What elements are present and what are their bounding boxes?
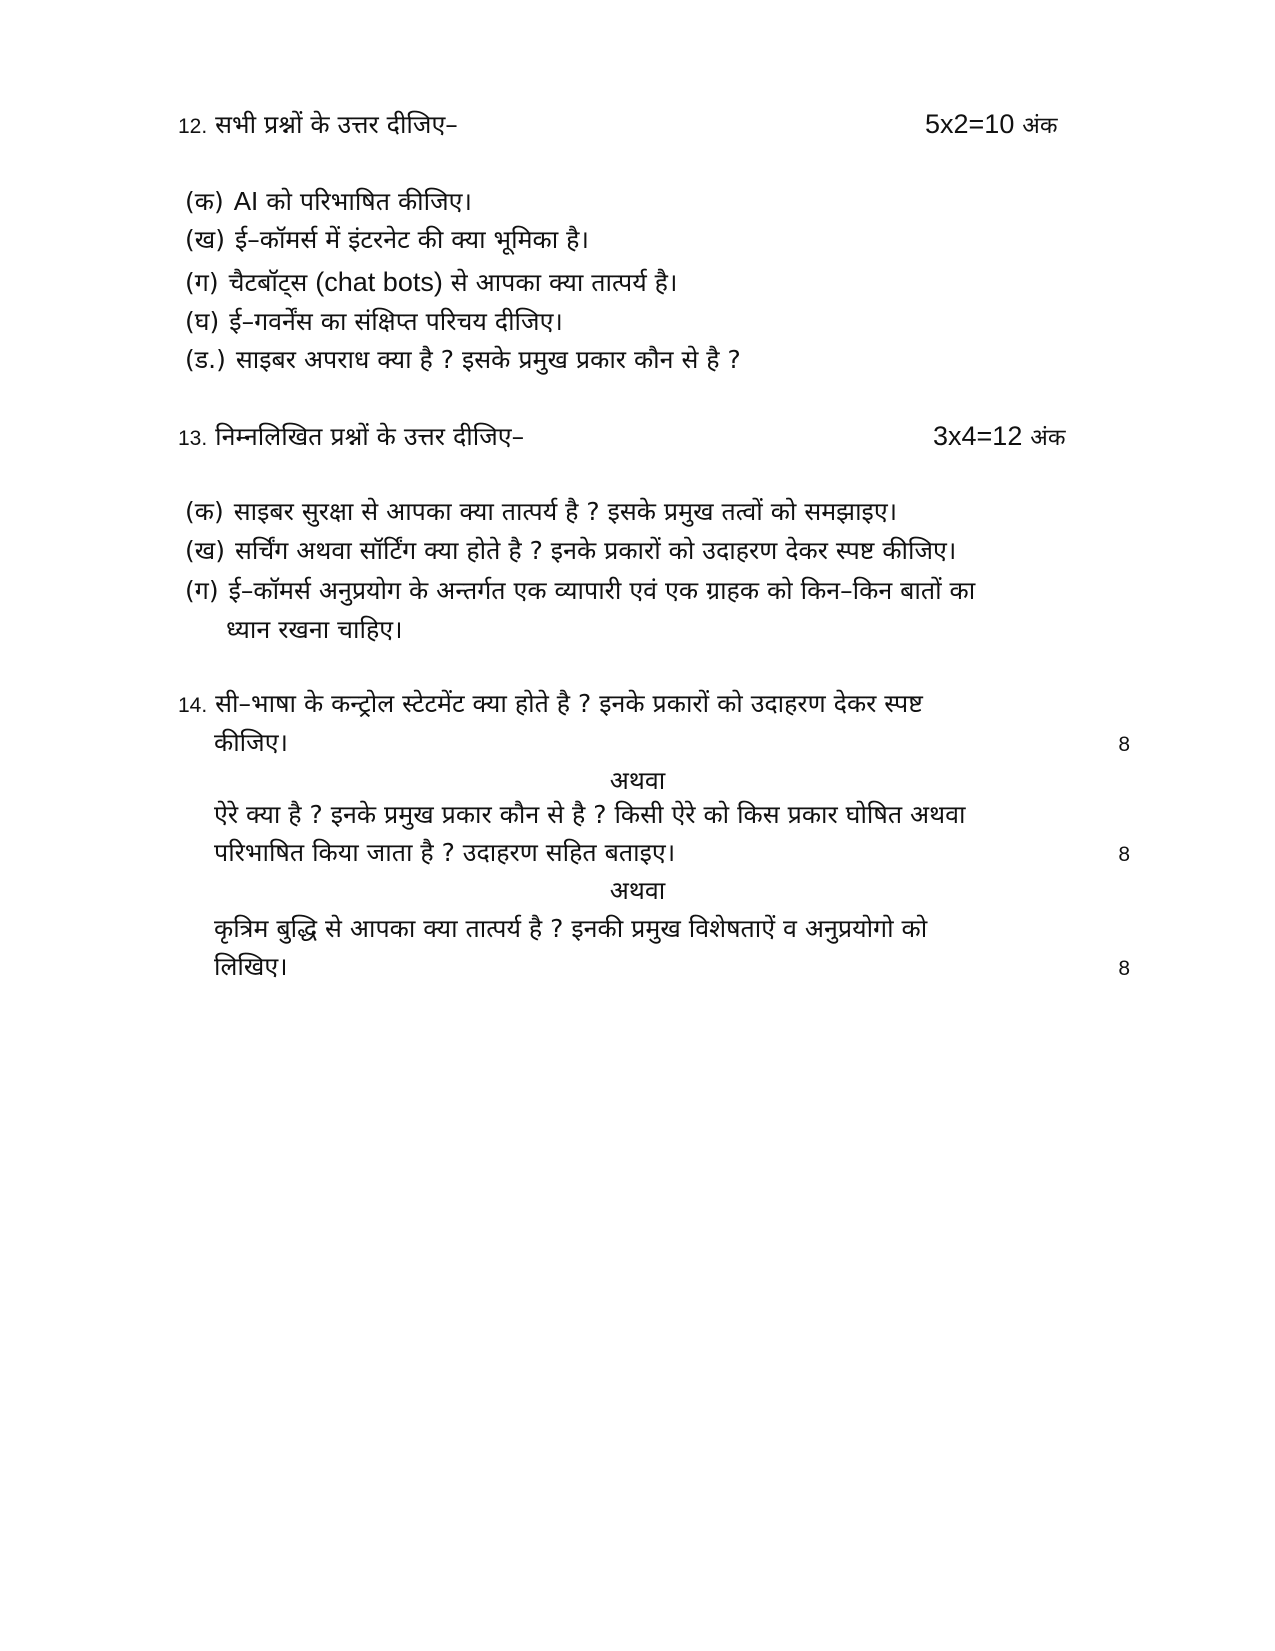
item-text: चैटबॉट्स	[228, 268, 316, 297]
q14-part2-line2: परिभाषित किया जाता है ? उदाहरण सहित बताइए।	[214, 838, 676, 867]
item-text: ई–कॉमर्स में इंटरनेट की क्या भूमिका है।	[234, 225, 589, 254]
q13-heading	[178, 421, 524, 455]
q14-part2-marks: 8	[1118, 843, 1130, 866]
item-text: सर्चिंग अथवा सॉर्टिंग क्या होते है ? इनके प्रकारों को उदाहरण देकर स्पष्ट कीजिए।	[234, 536, 957, 565]
q14-part1-line2: कीजिए।	[214, 728, 289, 757]
item-text: साइबर अपराध क्या है ? इसके प्रमुख प्रकार कौन से है ?	[235, 345, 741, 374]
q14-part1-line1: सी–भाषा के कन्ट्रोल स्टेटमेंट क्या होते है ? इनके प्रकारों को उदाहरण देकर स्पष्ट	[215, 689, 923, 718]
item-label: (क)	[185, 497, 224, 526]
q12-item-b	[185, 224, 589, 256]
item-text-post: से आपका क्या तात्पर्य है।	[442, 268, 678, 297]
q14-number: 14.	[178, 694, 208, 717]
q13-marks-unit: अंक	[1030, 425, 1066, 451]
q13-item-a	[185, 496, 897, 528]
q14-part2-line1: ऐरे क्या है ? इनके प्रमुख प्रकार कौन से है ? किसी ऐरे को किस प्रकार घोषित अथवा	[214, 800, 966, 829]
item-label: (घ)	[185, 307, 220, 336]
item-text: ई–कॉमर्स अनुप्रयोग के अन्तर्गत एक व्यापारी एवं एक ग्राहक को किन–किन बातों का	[228, 576, 976, 605]
q13-heading-text: निम्नलिखित प्रश्नों के उत्तर दीजिए–	[215, 422, 525, 451]
q14-part3-line2: लिखिए।	[214, 952, 288, 981]
q13-item-c	[185, 575, 975, 607]
or-divider: अथवा	[609, 876, 666, 905]
q14-line-1	[178, 688, 923, 722]
item-label: (ग)	[185, 576, 219, 605]
q12-marks-unit: अंक	[1022, 113, 1058, 139]
q12-marks-value: 5x2=10	[925, 109, 1015, 139]
item-label: (ख)	[185, 225, 225, 254]
item-text: साइबर सुरक्षा से आपका क्या तात्पर्य है ? इसके प्रमुख तत्वों को समझाइए।	[233, 497, 898, 526]
item-latin: (chat bots)	[315, 267, 443, 297]
q12-heading-text: सभी प्रश्नों के उत्तर दीजिए–	[215, 110, 458, 139]
q12-item-a	[185, 185, 472, 218]
q14-part3-marks: 8	[1118, 957, 1130, 980]
q12-item-c	[185, 266, 677, 299]
q12-heading	[178, 109, 458, 143]
item-label: (ग)	[185, 268, 219, 297]
q12-item-e	[185, 344, 741, 376]
q13-item-c-continuation: ध्यान रखना चाहिए।	[226, 615, 403, 644]
item-latin: AI	[233, 186, 259, 216]
q13-item-b	[185, 535, 956, 567]
q13-marks	[933, 420, 1066, 454]
q14-part3-line1: कृत्रिम बुद्धि से आपका क्या तात्पर्य है ? इनकी प्रमुख विशेषताऐं व अनुप्रयोगो को	[214, 914, 928, 943]
item-label: (क)	[185, 187, 224, 216]
item-text: ई–गवर्नेंस का संक्षिप्त परिचय दीजिए।	[229, 307, 563, 336]
q13-number: 13.	[178, 427, 208, 450]
or-divider: अथवा	[609, 766, 666, 795]
q12-item-d	[185, 306, 563, 338]
q13-marks-value: 3x4=12	[933, 421, 1023, 451]
q12-number: 12.	[178, 115, 208, 138]
item-label: (ड.)	[185, 345, 226, 374]
q12-marks	[925, 108, 1058, 142]
item-text-post: को परिभाषित कीजिए।	[258, 187, 472, 216]
q14-part1-marks: 8	[1118, 733, 1130, 756]
item-label: (ख)	[185, 536, 225, 565]
